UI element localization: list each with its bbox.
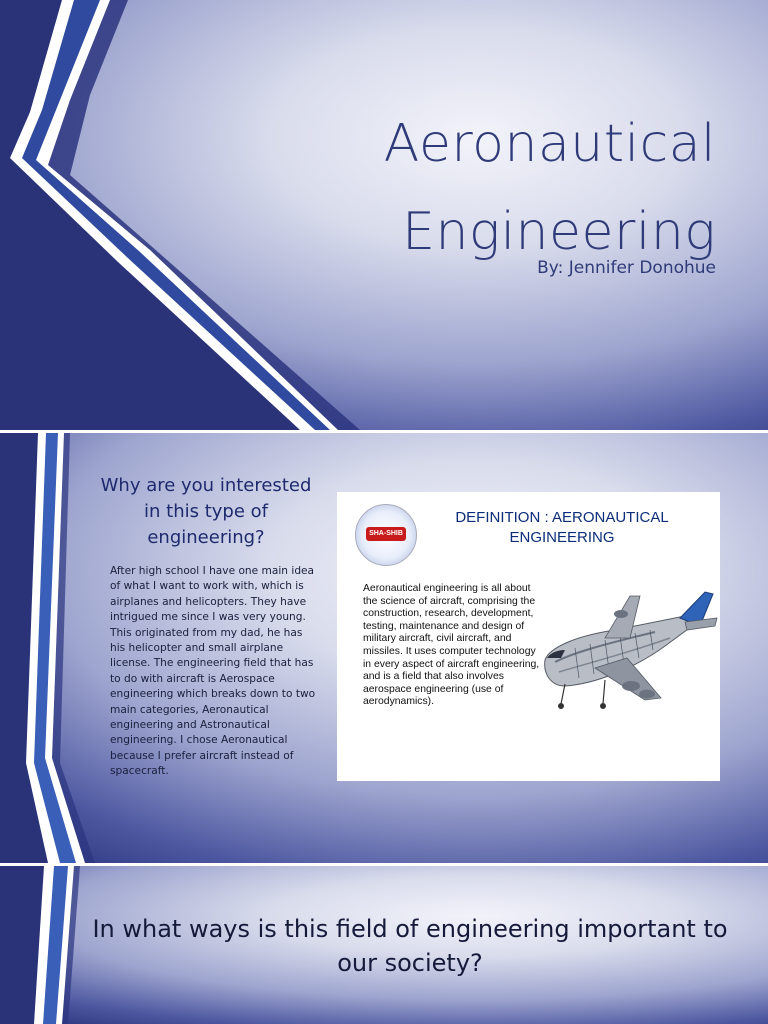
slide-importance	[0, 866, 768, 1024]
airplane-cutaway-icon	[535, 588, 720, 718]
importance-question: In what ways is this field of engineering important to our society?	[92, 915, 728, 977]
interest-question: Why are you interested in this type of engineering?	[100, 475, 312, 548]
slide-title	[0, 0, 768, 430]
title-line-1: Aeronautical	[383, 114, 716, 174]
sha-shib-logo	[355, 504, 417, 566]
definition-image	[337, 492, 720, 781]
logo-text: SHA-SHIB	[366, 527, 406, 541]
presentation-title	[384, 100, 716, 276]
author-byline: By: Jennifer Donohue	[537, 258, 716, 278]
title-line-2: Engineering	[402, 202, 716, 262]
definition-heading-line-1: DEFINITION : AERONAUTICAL	[455, 509, 669, 526]
definition-heading	[437, 508, 687, 548]
definition-text: Aeronautical engineering is all about the science of aircraft, comprising the construction, research, development, testing, maintenance and design of military aircraft, civil aircraft, and missiles. It uses computer technology in every aspect of aircraft engineering, and is a field that also involves aerospace engineering (use of aerodynamics).	[363, 583, 540, 708]
slide-interest	[0, 433, 768, 863]
definition-heading-line-2: ENGINEERING	[509, 529, 615, 546]
interest-body: After high school I have one main idea of what I want to work with, which is airplanes and helicopters. They have intrigued me since I was very young. This originated from my dad, he has his helicopter and small airplane license. The engineering field that has to do with aircraft is Aerospace engineering which breaks down to two main categories, Aeronautical engineering and Astronautical engineering. I chose Aeronautical because I prefer aircraft instead of spacecraft.	[110, 565, 316, 778]
